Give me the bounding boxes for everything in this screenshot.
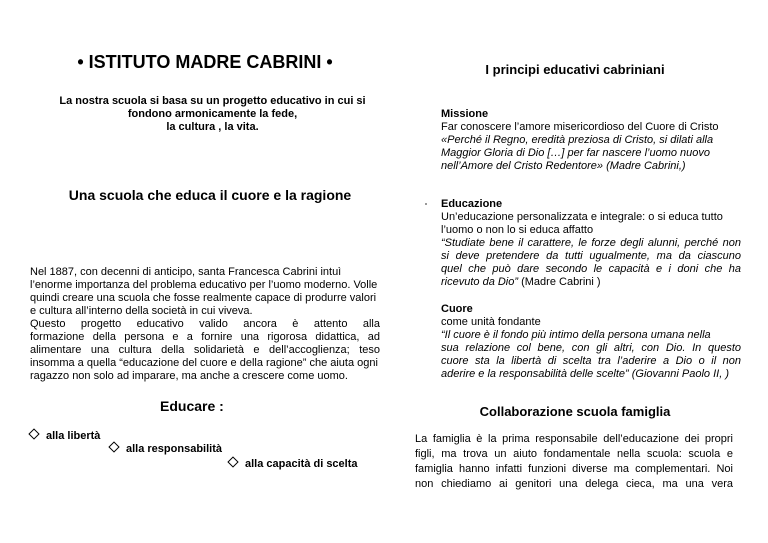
collab-title: Collaborazione scuola famiglia <box>479 404 671 419</box>
cuore-text: come unità fondante <box>441 316 541 328</box>
value-item-liberta <box>30 430 100 442</box>
educazione-quote-line: si deve pretendere da tutti ugualmente, ma da ciascuno <box>441 250 741 262</box>
educazione-block <box>441 198 741 289</box>
educazione-text-line: l’uomo o non lo si educa affatto <box>441 224 594 236</box>
history-line: quindi creare una scuola che fosse realmente capace di produrre valori <box>30 292 377 304</box>
cuore-quote-line: “Il cuore è il fondo più intimo della persona umana nella <box>441 329 711 341</box>
value-item-responsabilita <box>110 443 222 455</box>
educazione-quote-end <box>441 276 741 289</box>
intro-line: La nostra scuola si basa su un progetto educativo in cui si <box>59 95 366 107</box>
section-title-scuola: Una scuola che educa il cuore e la ragione <box>68 187 352 203</box>
collab-paragraph <box>415 432 733 492</box>
history-line: Nel 1887, con decenni di anticipo, santa Francesca Cabrini intuì <box>30 266 342 278</box>
intro-line: fondono armonicamente la fede, <box>127 108 298 120</box>
value-item-scelta <box>229 458 358 470</box>
collab-line: La famiglia è la prima responsabile dell’educazione dei propri <box>415 433 733 445</box>
collab-line: famiglia hanno infatti funzioni diverse ma complementari. Noi <box>415 463 733 475</box>
history-line: formazione della persona e a fornire una rigorosa didattica, ad <box>30 331 380 343</box>
missione-text: Far conoscere l’amore misericordioso del Cuore di Cristo <box>441 121 719 133</box>
diamond-bullet-icon <box>227 456 238 467</box>
value-label: alla capacità di scelta <box>245 458 358 470</box>
collab-line: figli, ma trova un aiuto fondamentale nella scuola: scuola e <box>415 448 733 460</box>
history-line: l’enorme importanza del problema educativo per l’uomo moderno. Volle <box>30 279 378 291</box>
diamond-bullet-icon <box>108 441 119 452</box>
educazione-quote-line: ricevuto da Dio” <box>441 276 519 288</box>
cuore-quote-line: cuore sta la libertà di scelta tra l’aderire a Dio o il non <box>441 355 741 367</box>
educare-title: Educare : <box>160 398 224 414</box>
educazione-quote-line: “Studiate bene il carattere, le forze degli alunni, perché non <box>441 237 741 249</box>
cuore-quote-line: aderire e la responsabilità delle scelte” (Giovanni Paolo II, ) <box>441 368 729 380</box>
collab-line: non chiediamo ai genitori una delega cieca, ma una vera <box>415 478 733 490</box>
history-line: Questo progetto educativo valido ancora è attento alla <box>30 318 380 330</box>
page-title: • ISTITUTO MADRE CABRINI • <box>77 52 333 72</box>
value-label: alla responsabilità <box>126 443 222 455</box>
missione-quote-line: nell’Amore del Cristo Redentore» (Madre Cabrini,) <box>441 160 686 172</box>
educazione-title: Educazione <box>441 198 503 210</box>
cuore-quote-line: sua relazione col bene, con gli altri, con Dio. In questo <box>441 342 741 354</box>
cuore-title: Cuore <box>441 303 473 315</box>
principles-title: I principi educativi cabriniani <box>485 62 665 77</box>
intro-line: la cultura , la vita. <box>166 121 259 133</box>
missione-quote-line: Maggior Gloria di Dio […] per far nascere l’uomo nuovo <box>441 147 711 159</box>
diamond-bullet-icon <box>28 428 39 439</box>
history-line: insomma a quella “educazione del cuore e della ragione” che aiuta ogni <box>30 357 378 369</box>
cuore-block <box>441 303 741 381</box>
missione-block <box>441 108 741 173</box>
history-paragraph <box>30 266 380 383</box>
stray-dot <box>425 203 427 205</box>
intro-text <box>40 95 385 134</box>
educazione-attribution: (Madre Cabrini ) <box>521 276 601 288</box>
value-label: alla libertà <box>46 430 101 442</box>
history-line: e cultura all’interno della società in cui viveva. <box>30 305 253 317</box>
history-line: alimentare una cultura della solidarietà e dell’accoglienza; teso <box>30 344 380 356</box>
history-line: ragazzo non solo ad imparare, ma anche a crescere come uomo. <box>30 370 348 382</box>
educazione-text-line: Un’educazione personalizzata e integrale: o si educa tutto <box>441 211 723 223</box>
missione-quote-line: «Perché il Regno, eredità preziosa di Cristo, si dilati alla <box>441 134 714 146</box>
educazione-quote-line: quel che può dare secondo le capacità e i doni che ha <box>441 263 741 275</box>
missione-title: Missione <box>441 108 489 120</box>
